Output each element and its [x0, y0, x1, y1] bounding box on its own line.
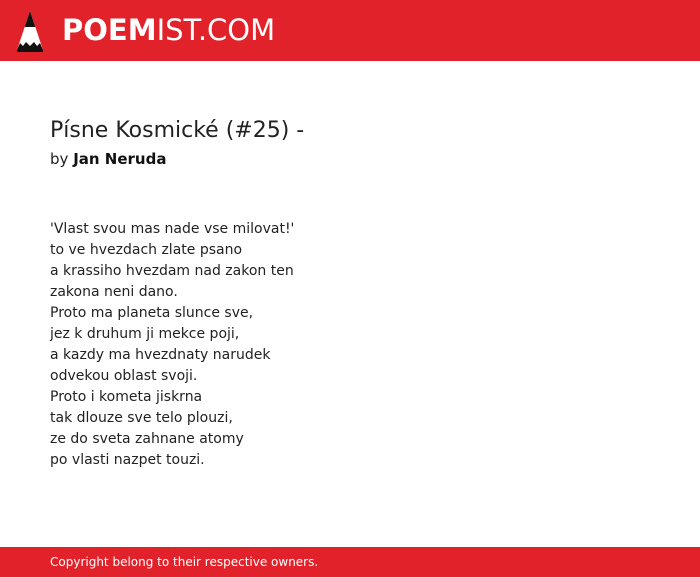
by-label: by [50, 150, 69, 168]
author-name[interactable]: Jan Neruda [73, 150, 167, 168]
logo-text-strong: POEM [62, 13, 157, 47]
poem-line: 'Vlast svou mas nade vse milovat!' [50, 221, 295, 237]
poem-line: ze do sveta zahnane atomy [50, 431, 244, 447]
poem-body [50, 219, 650, 471]
poem-title: Písne Kosmické (#25) - [50, 118, 305, 143]
poem-line: tak dlouze sve telo plouzi, [50, 410, 233, 426]
logo-text-light: IST.COM [156, 13, 276, 47]
poem-line: to ve hvezdach zlate psano [50, 242, 243, 258]
poem-line: zakona neni dano. [50, 284, 178, 300]
poem-line: odvekou oblast svoji. [50, 368, 198, 384]
site-header [0, 0, 700, 61]
poem-line: a kazdy ma hvezdnaty narudek [50, 347, 271, 363]
site-footer [0, 547, 700, 577]
poem-line: a krassiho hvezdam nad zakon ten [50, 263, 294, 279]
poem-line: jez k druhum ji mekce poji, [50, 326, 240, 342]
pencil-tip-icon[interactable] [16, 10, 44, 52]
site-logo[interactable] [62, 10, 275, 50]
poem-line: po vlasti nazpet touzi. [50, 452, 205, 468]
copyright-text: Copyright belong to their respective owners. [50, 555, 319, 569]
poem-line: Proto ma planeta slunce sve, [50, 305, 254, 321]
byline [50, 149, 166, 169]
poem-line: Proto i kometa jiskrna [50, 389, 203, 405]
